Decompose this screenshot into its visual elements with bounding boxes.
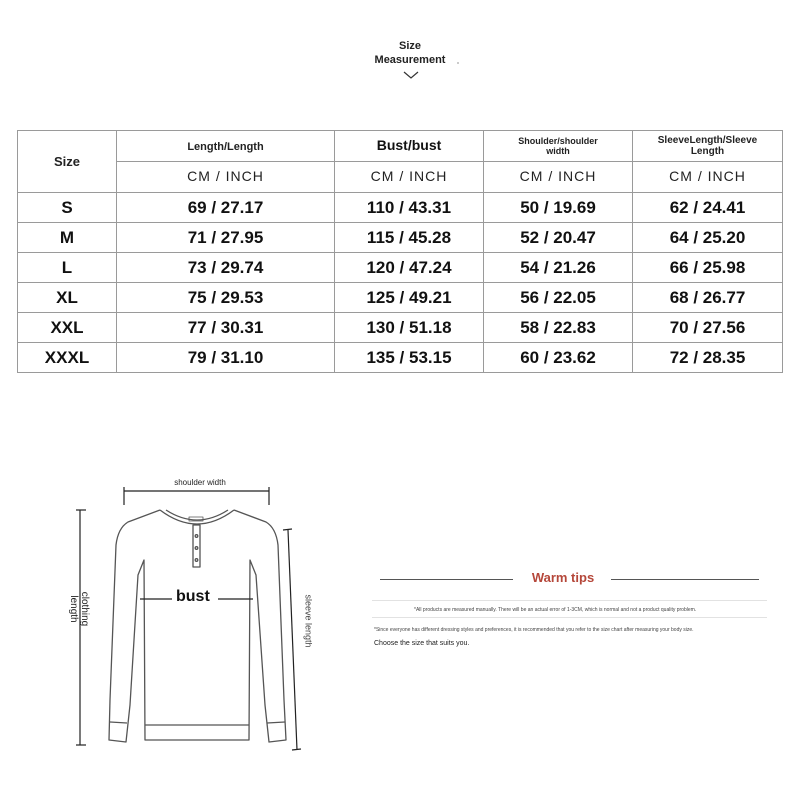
value-cell: 70 / 27.56 [633, 313, 783, 343]
table-row [18, 343, 783, 373]
unit-cell: CM / INCH [335, 162, 484, 193]
column-header-length: Length/Length [117, 131, 335, 162]
value-cell: 77 / 30.31 [117, 313, 335, 343]
value-cell: 66 / 25.98 [633, 253, 783, 283]
decorative-dot [457, 62, 459, 64]
sleeve-length-bracket [283, 529, 301, 750]
value-cell: 58 / 22.83 [484, 313, 633, 343]
size-cell: XXL [18, 313, 117, 343]
table-unit-row [18, 162, 783, 193]
size-table [17, 130, 783, 373]
table-row [18, 313, 783, 343]
column-header-bust: Bust/bust [335, 131, 484, 162]
tip-line-2: *Since everyone has different dressing styles and preferences, it is recommended that you refer to the size chart after measuring your body size. [374, 627, 694, 633]
value-cell: 115 / 45.28 [335, 223, 484, 253]
value-cell: 68 / 26.77 [633, 283, 783, 313]
shoulder-width-bracket [124, 487, 269, 505]
value-cell: 79 / 31.10 [117, 343, 335, 373]
garment-diagram [60, 480, 320, 760]
value-cell: 69 / 27.17 [117, 193, 335, 223]
unit-cell: CM / INCH [117, 162, 335, 193]
tips-faint-line [372, 600, 767, 601]
column-header-shoulder: Shoulder/shoulder width [484, 131, 633, 162]
value-cell: 130 / 51.18 [335, 313, 484, 343]
sleeve-length-label: sleeve length [303, 594, 314, 648]
table-row [18, 193, 783, 223]
value-cell: 75 / 29.53 [117, 283, 335, 313]
chevron-down-icon [403, 70, 419, 80]
value-cell: 64 / 25.20 [633, 223, 783, 253]
clothing-length-label [68, 589, 90, 629]
tips-divider-left [380, 579, 513, 580]
column-header-sleeve: SleeveLength/Sleeve Length [633, 131, 783, 162]
value-cell: 50 / 19.69 [484, 193, 633, 223]
value-cell: 60 / 23.62 [484, 343, 633, 373]
size-header: Size [18, 131, 117, 193]
shirt-outline [109, 510, 286, 742]
clothing-length-label-line1: clothing [79, 591, 90, 627]
size-cell: L [18, 253, 117, 283]
size-cell: S [18, 193, 117, 223]
value-cell: 56 / 22.05 [484, 283, 633, 313]
table-header-row [18, 131, 783, 162]
table-row [18, 283, 783, 313]
value-cell: 125 / 49.21 [335, 283, 484, 313]
unit-cell: CM / INCH [633, 162, 783, 193]
bust-label: bust [176, 588, 210, 605]
title-line-measurement: Measurement [374, 54, 446, 66]
size-cell: XXXL [18, 343, 117, 373]
size-cell: M [18, 223, 117, 253]
tips-divider-right [611, 579, 759, 580]
warm-tips-title: Warm tips [531, 570, 595, 585]
unit-cell: CM / INCH [484, 162, 633, 193]
value-cell: 52 / 20.47 [484, 223, 633, 253]
value-cell: 62 / 24.41 [633, 193, 783, 223]
page-title [350, 39, 470, 67]
value-cell: 120 / 47.24 [335, 253, 484, 283]
value-cell: 110 / 43.31 [335, 193, 484, 223]
table-row [18, 253, 783, 283]
value-cell: 73 / 29.74 [117, 253, 335, 283]
size-cell: XL [18, 283, 117, 313]
title-line-size: Size [398, 40, 421, 52]
tip-line-3: Choose the size that suits you. [374, 640, 470, 647]
value-cell: 135 / 53.15 [335, 343, 484, 373]
value-cell: 72 / 28.35 [633, 343, 783, 373]
value-cell: 54 / 21.26 [484, 253, 633, 283]
clothing-length-label-line2: length [68, 595, 79, 623]
tips-faint-line [372, 617, 767, 618]
shoulder-width-label: shoulder width [174, 478, 226, 487]
table-row [18, 223, 783, 253]
tip-line-1: *All products are measured manually. There will be an actual error of 1-3CM, which is normal and not a product quality problem. [414, 607, 697, 613]
value-cell: 71 / 27.95 [117, 223, 335, 253]
